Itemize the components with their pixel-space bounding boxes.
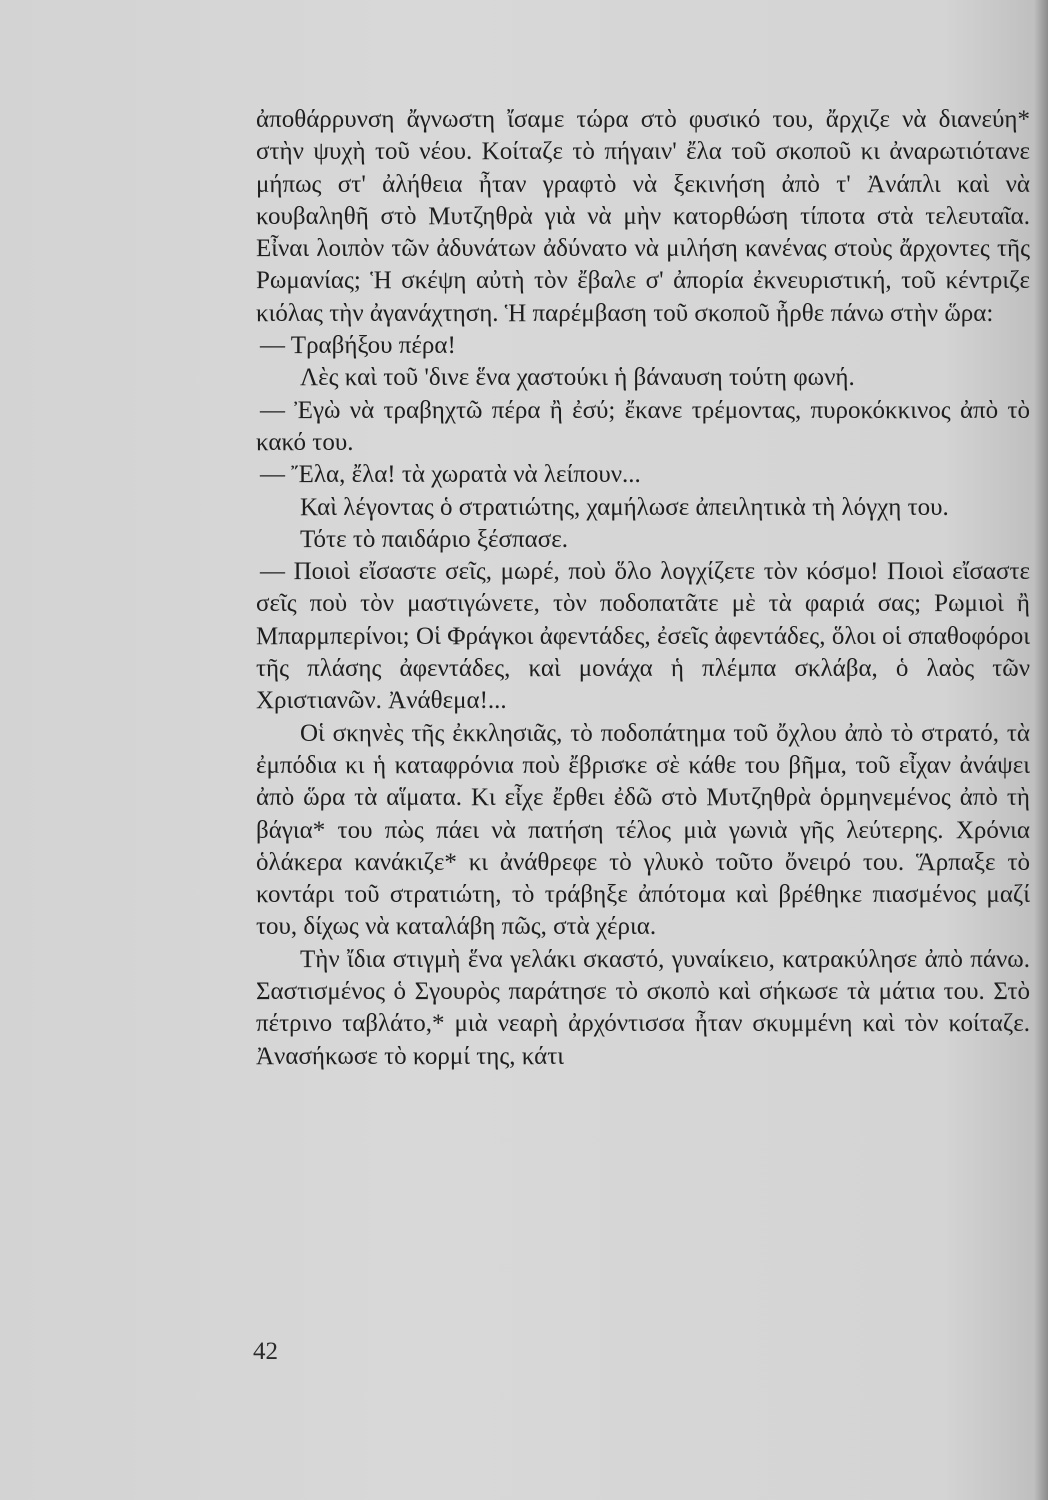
- paragraph: Λὲς καὶ τοῦ 'δινε ἕνα χαστούκι ἡ βάναυση τούτη φωνή.: [300, 364, 855, 392]
- paragraph: Τότε τὸ παιδάριο ξέσπασε.: [300, 525, 568, 553]
- paragraph-continuation: ἀποθάρρυνση ἄγνωστη ἴσαμε τώρα στὸ φυσικό του, ἄρχιζε νὰ διανεύη* στὴν ψυχὴ τοῦ νέου. Κοίταζε τὸ πήγαιν' ἔλα τοῦ σκοποῦ κι ἀναρωτιότανε μήπως στ' ἀλήθεια ἦταν γραφτὸ νὰ ξεκινήση ἀπὸ τ' Ἀνάπλι καὶ νὰ κουβαληθῆ στὸ Μυτζηθρὰ γιὰ νὰ μὴν κατορθώση τίποτα στὰ τελευταῖα. Εἶναι λοιπὸν τῶν ἀδυνάτων ἀδύνατο νὰ μιλήση κανένας στοὺς ἄρχοντες τῆς Ρωμανίας; Ἡ σκέψη αὐτὴ τὸν ἔβαλε σ' ἀπορία ἐκνευριστική, τοῦ κέντριζε κιόλας τὴν ἀγανάχτηση. Ἡ παρέμβαση τοῦ σκοποῦ ἦρθε πάνω στὴν ὥρα:: [256, 106, 1030, 327]
- dialogue-line: — Ἐγὼ νὰ τραβηχτῶ πέρα ἢ ἐσύ; ἔκανε τρέμοντας, πυροκόκκινος ἀπὸ τὸ κακό του.: [256, 396, 1030, 456]
- dialogue-line: — Ἔλα, ἔλα! τὰ χωρατὰ νὰ λείπουν...: [260, 461, 641, 489]
- dialogue-line: — Ποιοὶ εἴσαστε σεῖς, μωρέ, ποὺ ὅλο λογχίζετε τὸν κόσμο! Ποιοὶ εἴσαστε σεῖς ποὺ τὸν μαστιγώνετε, τὸν ποδοπατᾶτε μὲ τὰ φαριά σας; Ρωμιοὶ ἢ Μπαρμπερίνοι; Οἱ Φράγκοι ἀφεντάδες, ἐσεῖς ἀφεντάδες, ὅλοι οἱ σπαθοφόροι τῆς πλάσης ἀφεντάδες, καὶ μονάχα ἡ πλέμπα σκλάβα, ὁ λαὸς τῶν Χριστιανῶν. Ἀνάθεμα!...: [256, 558, 1030, 715]
- paragraph: Καὶ λέγοντας ὁ στρατιώτης, χαμήλωσε ἀπειλητικὰ τὴ λόγχη του.: [300, 493, 949, 521]
- page-edge-shadow: [1034, 0, 1048, 1500]
- paragraph: Οἱ σκηνὲς τῆς ἐκκλησιᾶς, τὸ ποδοπάτημα τοῦ ὄχλου ἀπὸ τὸ στρατό, τὰ ἐμπόδια κι ἡ καταφρόνια ποὺ ἔβρισκε σὲ κάθε του βῆμα, τοῦ εἶχαν ἀνάψει ἀπὸ ὥρα τὰ αἵματα. Κι εἶχε ἔρθει ἐδῶ στὸ Μυτζηθρὰ ὁρμηνεμένος ἀπὸ τὴ βάγια* του πὼς πάει νὰ πατήση τέλος μιὰ γωνιὰ γῆς λεύτερης. Χρόνια ὁλάκερα κανάκιζε* κι ἀνάθρεφε τὸ γλυκὸ τοῦτο ὄνειρό του. Ἅρπαξε τὸ κοντάρι τοῦ στρατιώτη, τὸ τράβηξε ἀπότομα καὶ βρέθηκε πιασμένος μαζί του, δίχως νὰ καταλάβη πῶς, στὰ χέρια.: [256, 719, 1030, 941]
- dialogue-line: — Τραβήξου πέρα!: [260, 332, 456, 360]
- page-number: 42: [253, 1338, 278, 1365]
- paragraph: Τὴν ἴδια στιγμὴ ἕνα γελάκι σκαστό, γυναίκειο, κατρακύλησε ἀπὸ πάνω. Σαστισμένος ὁ Σγουρὸς παράτησε τὸ σκοπὸ καὶ σήκωσε τὰ μάτια του. Στὸ πέτρινο ταβλάτο,* μιὰ νεαρὴ ἀρχόντισσα ἦταν σκυμμένη καὶ τὸν κοίταζε. Ἀνασήκωσε τὸ κορμί της, κάτι: [256, 945, 1030, 1070]
- body-text: [256, 104, 1030, 1073]
